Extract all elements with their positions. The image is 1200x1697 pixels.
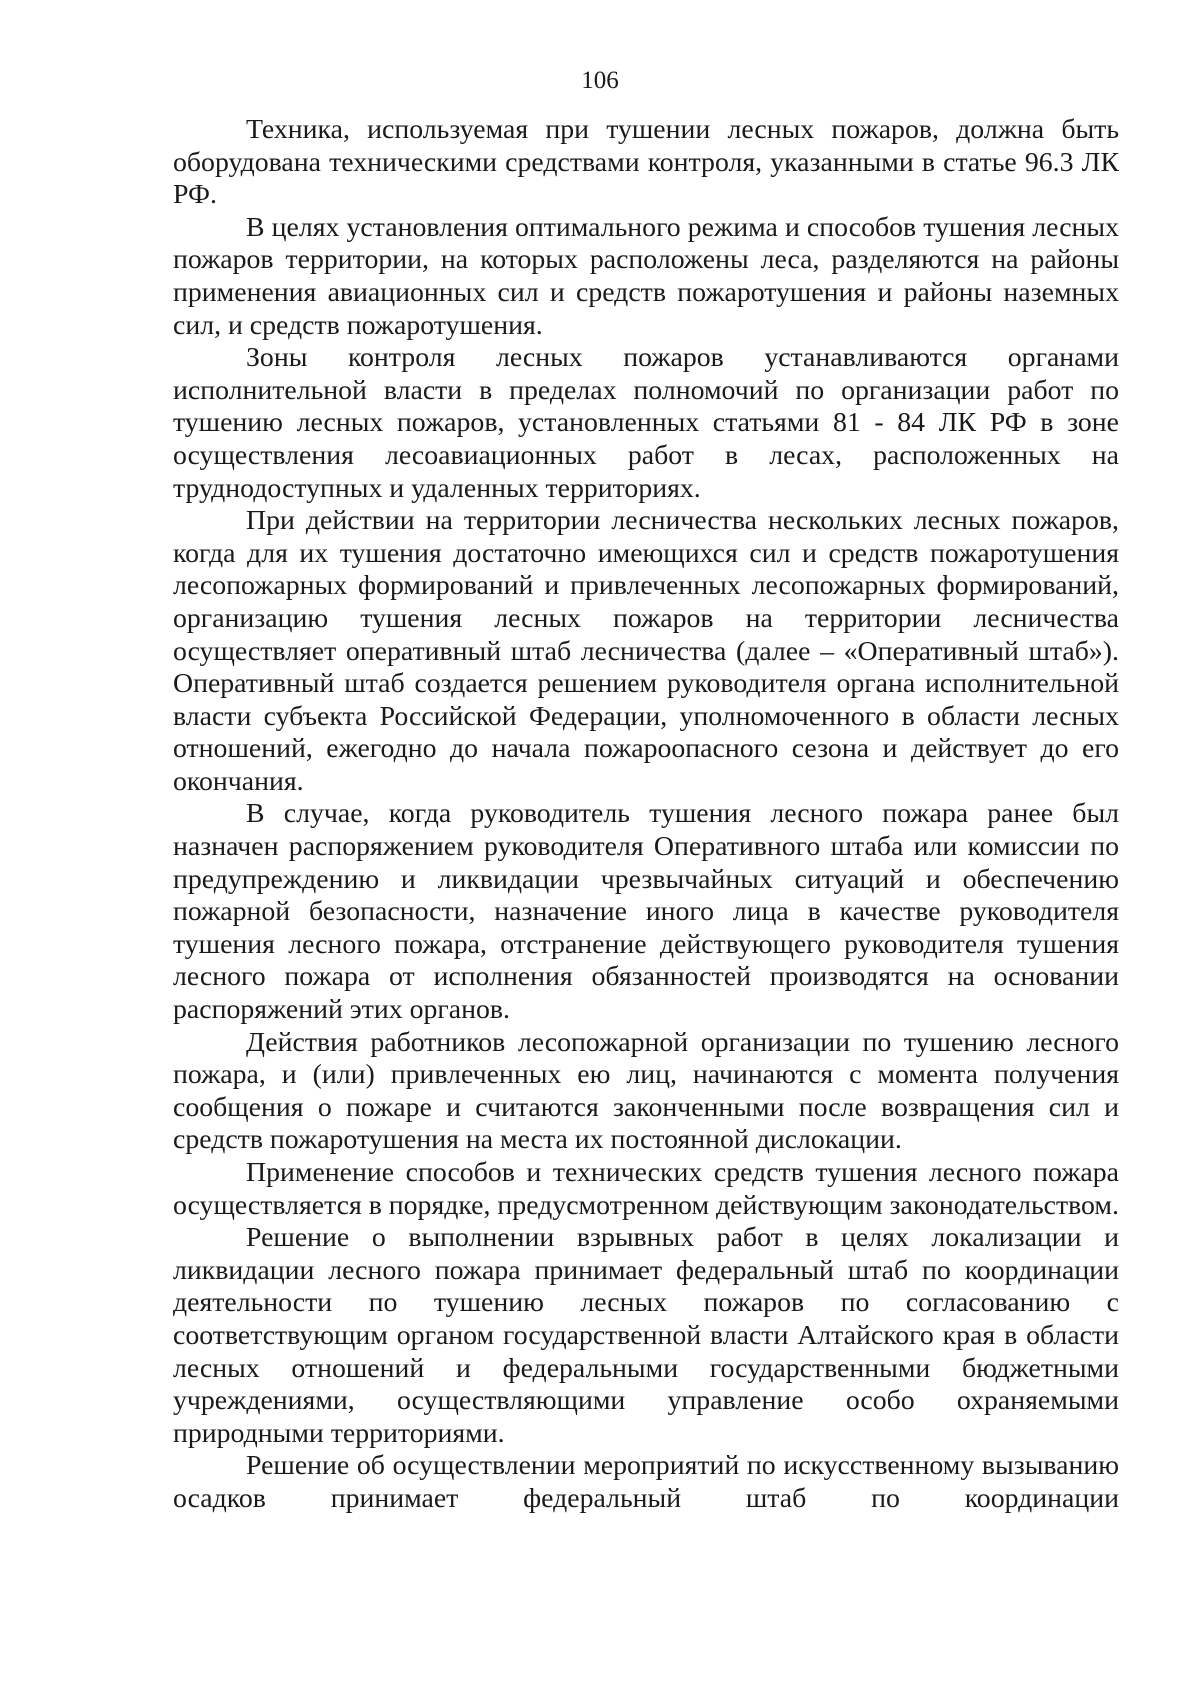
page-number: 106 bbox=[581, 67, 619, 94]
paragraph-artificial-precipitation: Решение об осуществлении мероприятий по искусственному вызыванию осадков принимает федеральный штаб по координации bbox=[173, 1450, 1119, 1514]
paragraph-fire-manager-appointment: В случае, когда руководитель тушения лесного пожара ранее был назначен распоряжением руководителя Оперативного штаба или комиссии по предупреждению и ликвидации чрезвычайных ситуаций и обеспечению пожарной безопасности, назначение иного лица в качестве руководителя тушения лесного пожара, отстранение действующего руководителя тушения лесного пожара от исполнения обязанностей производятся на основании распоряжений этих органов. bbox=[173, 798, 1119, 1026]
paragraph-blasting-decision: Решение о выполнении взрывных работ в целях локализации и ликвидации лесного пожара принимает федеральный штаб по координации деятельности по тушению лесных пожаров по согласованию с соответствующим органом государственной власти Алтайского края в области лесных отношений и федеральными государственными бюджетными учреждениями, осуществляющими управление особо охраняемыми природными территориями. bbox=[173, 1222, 1119, 1449]
paragraph-equipment-control: Техника, используемая при тушении лесных пожаров, должна быть оборудована техническими средствами контроля, указанными в статье 96.3 ЛК РФ. bbox=[173, 114, 1119, 211]
paragraph-control-zones: Зоны контроля лесных пожаров устанавливаются органами исполнительной власти в пределах полномочий по организации работ по тушению лесных пожаров, установленных статьями 81 - 84 ЛК РФ в зоне осуществления лесоавиационных работ в лесах, расположенных на труднодоступных и удаленных территориях. bbox=[173, 342, 1119, 504]
paragraph-firefighting-districts: В целях установления оптимального режима и способов тушения лесных пожаров территории, на которых расположены леса, разделяются на районы применения авиационных сил и средств пожаротушения и районы наземных сил, и средств пожаротушения. bbox=[173, 211, 1119, 341]
paragraph-worker-actions: Действия работников лесопожарной организации по тушению лесного пожара, и (или) привлеченных ею лиц, начинаются с момента получения сообщения о пожаре и считаются законченными после возвращения сил и средств пожаротушения на места их постоянной дислокации. bbox=[173, 1026, 1119, 1156]
paragraph-operational-headquarters: При действии на территории лесничества нескольких лесных пожаров, когда для их тушения достаточно имеющихся сил и средств пожаротушения лесопожарных формирований и привлеченных лесопожарных формирований, организацию тушения лесных пожаров на территории лесничества осуществляет оперативный штаб лесничества (далее – «Оперативный штаб»). Оперативный штаб создается решением руководителя органа исполнительной власти субъекта Российской Федерации, уполномоченного в области лесных отношений, ежегодно до начала пожароопасного сезона и действует до его окончания. bbox=[173, 505, 1119, 797]
paragraph-methods-application: Применение способов и технических средств тушения лесного пожара осуществляется в порядке, предусмотренном действующим законодательством. bbox=[173, 1157, 1119, 1221]
document-body bbox=[173, 114, 1119, 1516]
